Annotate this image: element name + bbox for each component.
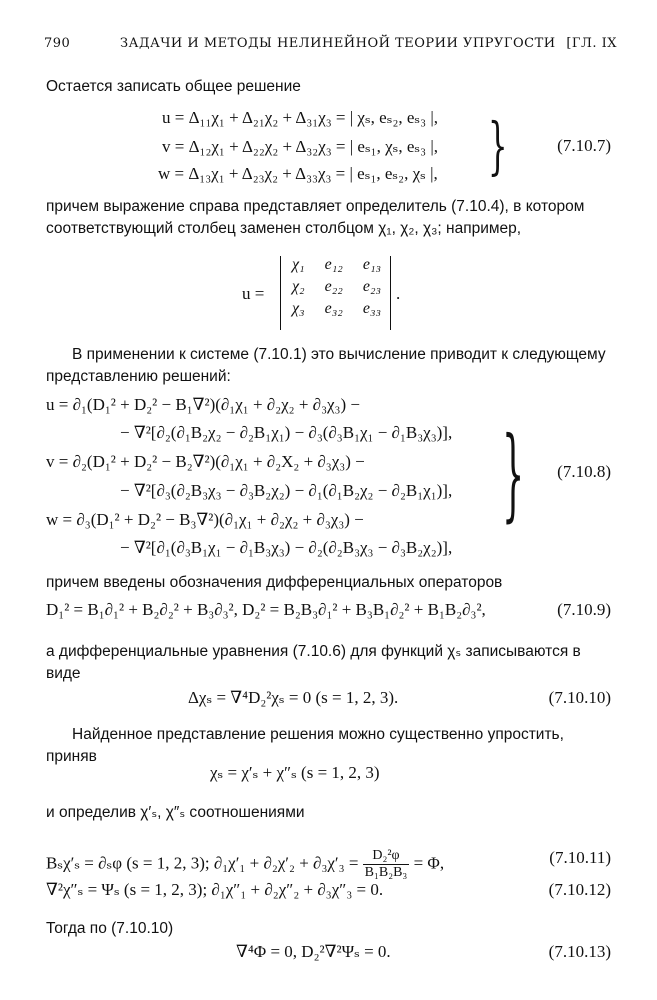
paragraph-7: и определив χ′ₛ, χ″ₛ соотношениями [46,804,305,821]
running-title: ЗАДАЧИ И МЕТОДЫ НЕЛИНЕЙНОЙ ТЕОРИИ УПРУГОСТИ [120,36,556,51]
eq-number-7109: (7.10.9) [557,600,611,619]
eq-71011-right: = Φ, [413,853,445,873]
det-cell: e₃₂ [324,300,343,317]
eq-7108-line-6: − ∇²[∂₁(∂₃B₁χ₁ − ∂₁B₃χ₃) − ∂₂(∂₂B₃χ₃ − ∂₃B₂χ₂)], [120,538,453,557]
determinant [282,254,391,320]
eq-7107-w: w = Δ₁₃χ₁ + Δ₂₃χ₂ + Δ₃₃χ₃ = | eₛ₁, eₛ₂, χₛ |, [158,164,438,183]
paragraph-4: причем введены обозначения дифференциальных операторов [46,574,503,591]
det-cell: χ₃ [292,300,305,317]
det-left-bar [280,256,281,330]
fraction-denominator: B₁B₂B₃ [364,865,408,880]
eq-71010: Δχₛ = ∇⁴D₂²χₛ = 0 (s = 1, 2, 3). [188,688,399,707]
det-cell: χ₁ [292,256,305,273]
paragraph-8: Тогда по (7.10.10) [46,920,174,937]
eq-7107-u: u = Δ₁₁χ₁ + Δ₂₁χ₂ + Δ₃₁χ₃ = | χₛ, eₛ₂, eₛ₃ |, [162,108,438,127]
eq-7107-v: v = Δ₁₂χ₁ + Δ₂₂χ₂ + Δ₃₂χ₃ = | eₛ₁, χₛ, eₛ₃ |, [162,137,438,156]
det-cell: e₂₂ [324,278,343,295]
chapter-label: [ГЛ. IX [566,36,617,51]
eq-7108-line-1: u = ∂₁(D₁² + D₂² − B₁∇²)(∂₁χ₁ + ∂₂χ₂ + ∂₃χ₃) − [46,395,360,414]
paragraph-2: причем выражение справа представляет определитель (7.10.4), в котором соответствующий столбец заменен столбцом χ₁, χ₂, χ₃; например, [46,198,585,237]
paragraph-6: Найденное представление решения можно существенно упростить, приняв [46,726,564,765]
det-lhs: u = [242,284,265,303]
eq-71011 [46,848,444,881]
eq-71012: ∇²χ″ₛ = Ψₛ (s = 1, 2, 3); ∂₁χ″₁ + ∂₂χ″₂ + ∂₃χ″₃ = 0. [46,880,384,899]
det-row [282,276,391,298]
eq-7108-line-3: v = ∂₂(D₁² + D₂² − B₂∇²)(∂₁χ₁ + ∂₂X₂ + ∂₃χ₃) − [46,452,365,471]
det-rhs: . [396,284,401,303]
eq-number-71010: (7.10.10) [548,688,611,707]
det-row [282,298,391,320]
paragraph-1: Остается записать общее решение [46,78,301,95]
det-cell: e₁₃ [362,256,382,273]
eq-7108-line-2: − ∇²[∂₂(∂₁B₂χ₂ − ∂₂B₁χ₁) − ∂₃(∂₃B₁χ₁ − ∂₁B₃χ₃)], [120,423,453,442]
eq-7108-line-4: − ∇²[∂₃(∂₂B₃χ₃ − ∂₃B₂χ₂) − ∂₁(∂₁B₂χ₂ − ∂₂B₁χ₁)], [120,481,453,500]
eq-71013: ∇⁴Φ = 0, D₂²∇²Ψₛ = 0. [236,942,391,961]
fraction [363,848,410,881]
right-brace-7108: } [502,415,525,532]
eq-number-7107: (7.10.7) [557,136,611,155]
eq-number-71013: (7.10.13) [548,942,611,961]
det-cell: e₁₂ [324,256,343,273]
right-brace-7107: } [487,109,508,182]
running-header [44,36,617,56]
paragraph-5: а дифференциальные уравнения (7.10.6) для функций χₛ записываются в виде [46,643,581,682]
det-cell: e₂₃ [362,278,382,295]
eq-7108-line-5: w = ∂₃(D₁² + D₂² − B₃∇²)(∂₁χ₁ + ∂₂χ₂ + ∂₃χ₃) − [46,510,364,529]
eq-split: χₛ = χ′ₛ + χ″ₛ (s = 1, 2, 3) [210,763,380,782]
fraction-numerator: D₂²φ [363,848,410,865]
paragraph-3: В применении к системе (7.10.1) это вычисление приводит к следующему представлению решений: [46,346,606,385]
det-cell: e₃₃ [362,300,382,317]
page-number: 790 [44,36,71,51]
eq-71011-left: Bₛχ′ₛ = ∂ₛφ (s = 1, 2, 3); ∂₁χ′₁ + ∂₂χ′₂ + ∂₃χ′₃ = [46,853,359,873]
eq-7109: D₁² = B₁∂₁² + B₂∂₂² + B₃∂₃², D₂² = B₂B₃∂₁² + B₃B₁∂₂² + B₁B₂∂₃², [46,600,486,619]
det-row [282,254,391,276]
eq-number-71011: (7.10.11) [549,848,611,867]
det-cell: χ₂ [292,278,305,295]
eq-number-7108: (7.10.8) [557,462,611,481]
eq-number-71012: (7.10.12) [548,880,611,899]
